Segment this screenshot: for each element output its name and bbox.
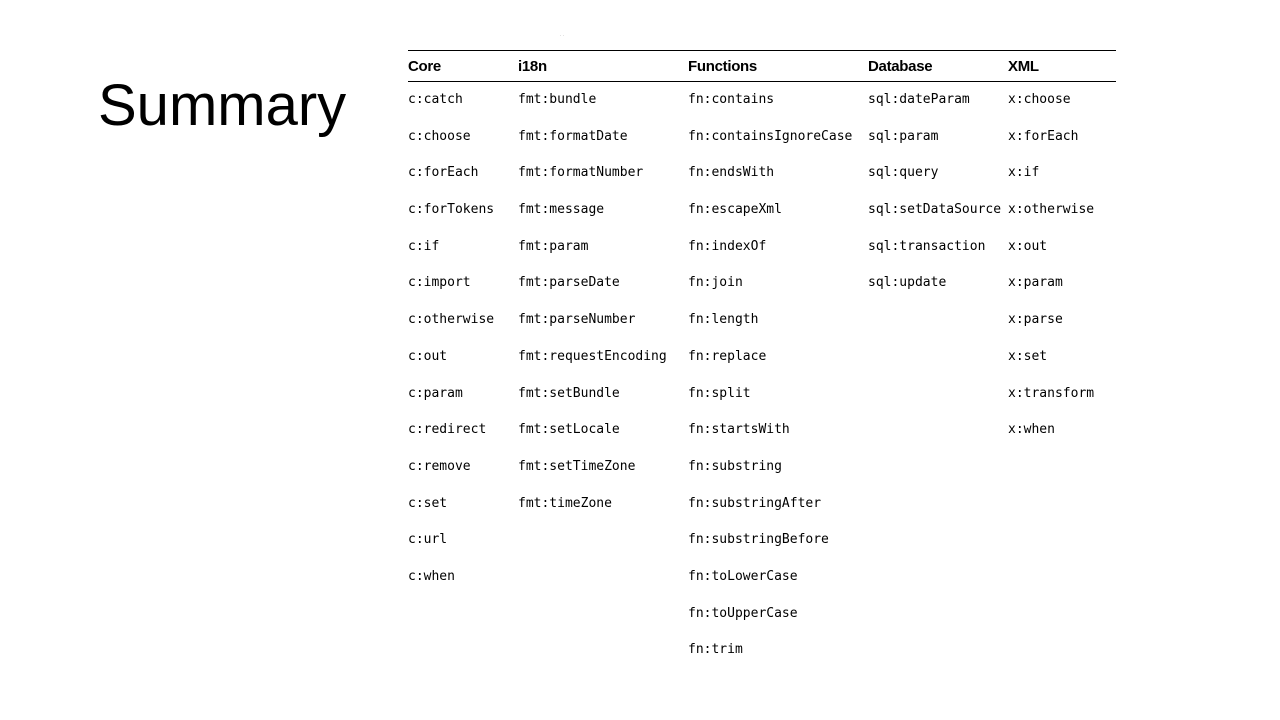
tag-item: c:choose (408, 128, 471, 144)
tag-item: fn:substringAfter (688, 495, 822, 511)
tag-item: fn:toLowerCase (688, 568, 798, 584)
slide-title: Summary (98, 73, 347, 138)
tag-item: fmt:parseNumber (518, 312, 636, 328)
functions-tag-list (688, 88, 852, 675)
tag-item: sql:param (868, 128, 939, 144)
tag-item: fmt:bundle (518, 92, 597, 107)
tag-item: fn:substringBefore (688, 532, 829, 548)
tag-item: c:import (408, 275, 471, 291)
tag-item: c:otherwise (408, 312, 495, 328)
tag-item: c:param (408, 385, 463, 401)
tag-item: x:forEach (1008, 128, 1079, 144)
tag-item: x:parse (1008, 312, 1063, 328)
tag-summary-table (408, 50, 1116, 82)
column-header-xml: XML (1008, 58, 1039, 75)
tag-item: c:set (408, 495, 448, 511)
tag-item: c:forEach (408, 165, 479, 181)
tag-item: fmt:message (518, 202, 605, 218)
table-header-rule (408, 81, 1116, 82)
tag-item: fmt:timeZone (518, 495, 612, 511)
tag-item: fmt:parseDate (518, 275, 620, 291)
tag-item: fn:escapeXml (688, 202, 782, 218)
tag-item: x:set (1008, 348, 1048, 364)
tag-item: sql:transaction (868, 238, 986, 254)
column-header-core: Core (408, 58, 441, 75)
i18n-tag-list (518, 88, 667, 528)
column-header-database: Database (868, 58, 933, 75)
tag-item: fn:contains (688, 92, 775, 107)
tag-item: fmt:setBundle (518, 385, 620, 401)
tag-item: fmt:requestEncoding (518, 348, 667, 364)
core-tag-list (408, 88, 494, 602)
tag-item: fmt:param (518, 238, 589, 254)
tag-item: x:choose (1008, 92, 1071, 107)
tag-item: fn:replace (688, 348, 767, 364)
xml-tag-list (1008, 88, 1094, 455)
tag-item: c:remove (408, 458, 471, 474)
table-header-row (408, 51, 1116, 81)
tag-item: fn:join (688, 275, 743, 291)
tag-item: x:param (1008, 275, 1063, 291)
tag-item: c:out (408, 348, 448, 364)
tag-item: c:if (408, 238, 440, 254)
tag-item: fn:toUpperCase (688, 605, 798, 621)
tag-item: x:when (1008, 422, 1055, 438)
tag-item: sql:update (868, 275, 947, 291)
tag-item: sql:setDataSource (868, 202, 1002, 218)
tag-item: x:if (1008, 165, 1040, 181)
tag-item: x:otherwise (1008, 202, 1095, 218)
tag-item: sql:dateParam (868, 92, 970, 107)
tag-item: fmt:setLocale (518, 422, 620, 438)
tag-item: x:out (1008, 238, 1048, 254)
tag-item: fmt:formatDate (518, 128, 628, 144)
tag-item: fmt:formatNumber (518, 165, 644, 181)
column-header-functions: Functions (688, 58, 757, 75)
tag-item: c:when (408, 568, 455, 584)
tag-item: fn:split (688, 385, 751, 401)
column-header-i18n: i18n (518, 58, 547, 75)
tag-item: c:url (408, 532, 448, 548)
tag-item: fn:trim (688, 642, 743, 658)
tag-item: c:redirect (408, 422, 487, 438)
tag-item: fn:substring (688, 458, 782, 474)
tag-item: sql:query (868, 165, 939, 181)
tag-item: fn:endsWith (688, 165, 775, 181)
database-tag-list (868, 88, 1001, 308)
tag-item: x:transform (1008, 385, 1095, 401)
clipped-caption-fragment (560, 30, 568, 36)
tag-item: fmt:setTimeZone (518, 458, 636, 474)
tag-item: fn:length (688, 312, 759, 328)
tag-item: fn:containsIgnoreCase (688, 128, 853, 144)
tag-item: c:catch (408, 92, 463, 107)
tag-item: fn:startsWith (688, 422, 790, 438)
tag-item: fn:indexOf (688, 238, 767, 254)
tag-item: c:forTokens (408, 202, 495, 218)
